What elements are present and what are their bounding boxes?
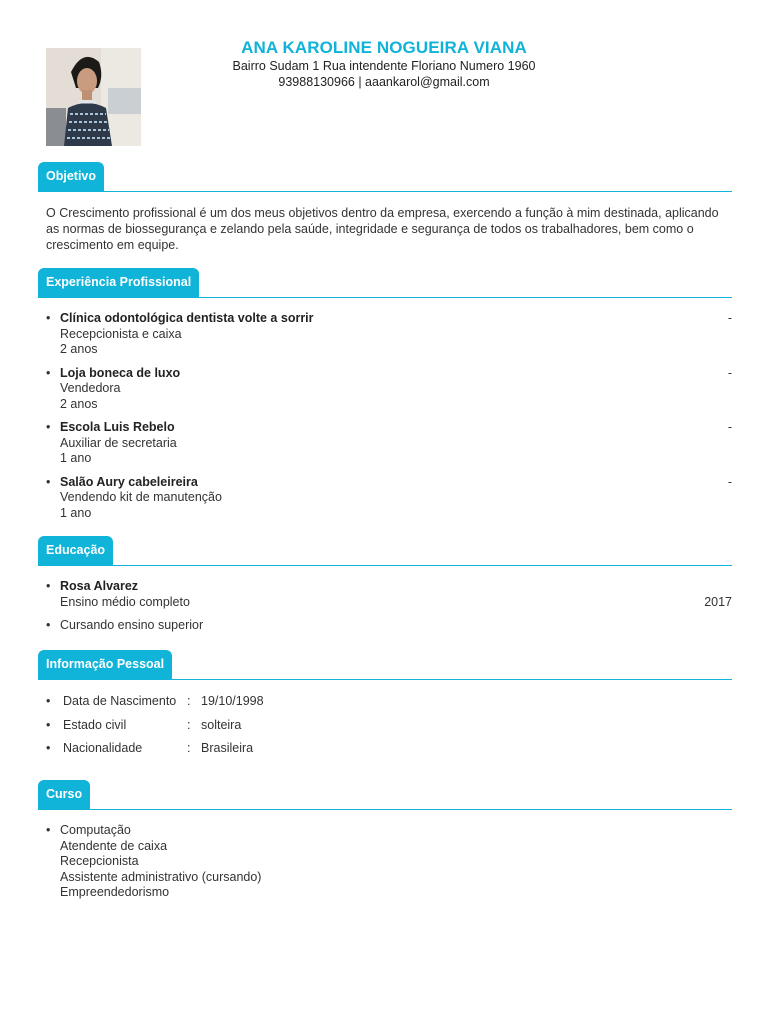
education-item: [46, 618, 732, 634]
info-row-marital-status: [46, 717, 732, 741]
portrait-image: [46, 48, 141, 146]
section-title: Educação: [38, 536, 113, 565]
education-list: [46, 579, 732, 634]
section-title: Curso: [38, 780, 90, 809]
experience-item: [46, 366, 732, 413]
job-duration: 2 anos: [60, 396, 98, 411]
experience-item: [46, 420, 732, 467]
date-dash: -: [727, 311, 732, 325]
course-line: Recepcionista: [60, 854, 139, 868]
section-title: Objetivo: [38, 162, 104, 191]
section-objetivo-header: [38, 160, 732, 192]
section-curso-header: [38, 778, 732, 810]
bullet: •: [46, 694, 51, 708]
bullet: •: [46, 823, 51, 837]
contact-line: 93988130966 | aaankarol@gmail.com: [278, 75, 490, 89]
section-experiencia-header: [38, 266, 732, 298]
course-line: Empreendedorismo: [60, 885, 170, 899]
bullet: •: [46, 717, 51, 732]
personal-info-list: [46, 693, 732, 764]
company-name: Salão Aury cabeleireira: [60, 474, 198, 489]
company-name: Loja boneca de luxo: [60, 365, 181, 380]
info-label: Estado civil: [63, 717, 127, 732]
profile-photo: [46, 48, 141, 146]
section-title: Informação Pessoal: [38, 650, 172, 679]
bullet: •: [46, 741, 51, 755]
bullet: •: [46, 618, 51, 632]
course-list: [46, 823, 732, 901]
graduation-year: 2017: [704, 594, 732, 609]
experience-item: [46, 475, 732, 522]
section-pessoal-header: [38, 648, 732, 680]
school-name: Rosa Alvarez: [60, 579, 139, 593]
info-value: 19/10/1998: [201, 694, 264, 708]
job-role: Recepcionista e caixa: [60, 326, 182, 341]
company-name: Clínica odontológica dentista volte a sorrir: [60, 311, 314, 325]
job-role: Vendedora: [60, 381, 121, 395]
course-level: Ensino médio completo: [60, 594, 190, 609]
info-label: Nacionalidade: [63, 741, 143, 755]
bullet: •: [46, 474, 51, 489]
info-label: Data de Nascimento: [63, 694, 177, 708]
objetivo-text: O Crescimento profissional é um dos meus objetivos dentro da empresa, exercendo a função à mim destinada, aplicando as normas de biossegurança e zelando pela saúde, integridade e segurança de todos os trabalhadores, bem como o crescimento em equipe.: [46, 206, 719, 252]
resume-header: [140, 38, 628, 90]
course-line: Atendente de caixa: [60, 838, 168, 853]
info-value: Brasileira: [201, 741, 254, 755]
job-role: Auxiliar de secretaria: [60, 435, 177, 450]
bullet: •: [46, 311, 51, 325]
info-row-nationality: [46, 740, 732, 764]
info-row-birthdate: [46, 693, 732, 717]
job-duration: 1 ano: [60, 505, 92, 520]
job-role: Vendendo kit de manutenção: [60, 490, 222, 504]
job-duration: 2 anos: [60, 342, 98, 356]
info-value: solteira: [201, 717, 242, 732]
bullet: •: [46, 420, 51, 434]
experience-item: [46, 311, 732, 358]
education-text: Cursando ensino superior: [60, 618, 204, 632]
bullet: •: [46, 365, 51, 380]
info-colon: :: [187, 717, 191, 732]
course-line: Assistente administrativo (cursando): [60, 869, 262, 884]
date-dash: -: [727, 420, 732, 434]
section-educacao-header: [38, 534, 732, 566]
info-colon: :: [187, 741, 191, 755]
candidate-name: ANA KAROLINE NOGUEIRA VIANA: [241, 38, 527, 57]
address-line: Bairro Sudam 1 Rua intendente Floriano Numero 1960: [232, 59, 536, 73]
date-dash: -: [727, 474, 732, 489]
course-line: Computação: [60, 823, 131, 837]
bullet: •: [46, 579, 51, 593]
company-name: Escola Luis Rebelo: [60, 420, 175, 434]
experience-list: [46, 311, 732, 521]
course-item: [46, 823, 732, 901]
job-duration: 1 ano: [60, 451, 92, 465]
section-title: Experiência Profissional: [38, 268, 199, 297]
info-colon: :: [187, 694, 191, 708]
education-item: [46, 579, 732, 610]
date-dash: -: [727, 365, 732, 380]
